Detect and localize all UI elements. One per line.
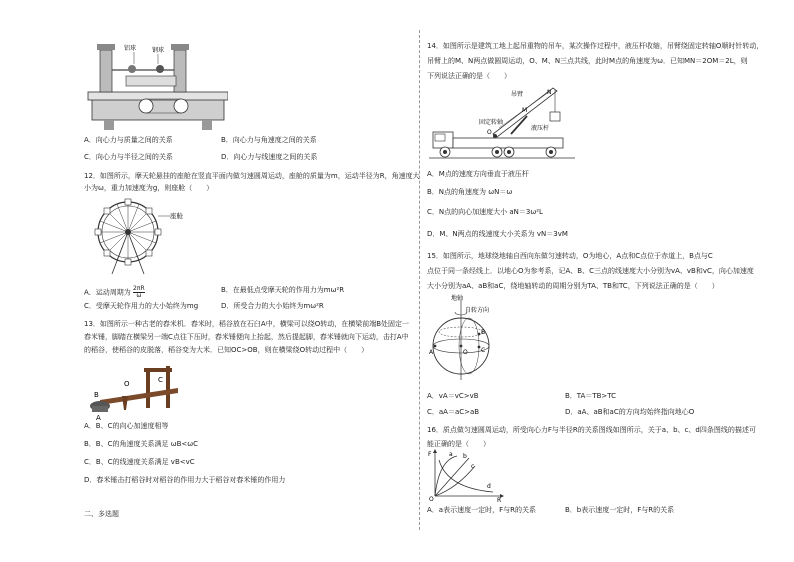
label-n: N [547,89,552,96]
q13-option-d[interactable]: D．舂米锤击打稻谷时对稻谷的作用力大于稻谷对舂米锤的作用力 [84,476,286,484]
label-o: O [487,129,492,136]
q16-option-a[interactable]: A．a表示速度一定时，F与R的关系 [427,506,536,514]
label-a: A [96,414,101,422]
q12-option-a-text: A．运动周期为 [84,288,131,297]
q14-stem-line2: 吊臂上的M、N两点做圆周运动，O、M、N三点共线，此时M点的角速度为ω．已知MN＝2OM＝2L，则 [427,57,748,65]
q14-option-b[interactable]: B．N点的角速度为 ωN＝ω [427,188,513,196]
q10-option-c[interactable]: C．向心力与半径之间的关系 [84,153,173,161]
q14-option-d[interactable]: D．M、N两点的线速度大小关系为 vN＝3vM [427,230,568,238]
centripetal-apparatus-figure [86,36,228,132]
q12-stem-line2: 小为ω，重力加速度为g，则座舱（ ） [84,184,214,192]
q15-option-a[interactable]: A．vA＝vC>vB [427,392,479,400]
q15-stem-line1: 15．如图所示，地球绕地轴自西向东做匀速转动，O为地心，A点和C点位于赤道上，B点与C [427,252,713,260]
q12-option-c[interactable]: C．受摩天轮作用力的大小始终为mg [84,302,199,310]
label-c: C [158,376,163,384]
label-r: R [497,497,502,502]
fraction-numerator: 2πR [133,285,145,292]
q16-stem-line2: 能正确的是（ ） [427,440,490,448]
fraction-denominator: ω [136,292,142,299]
q13-option-a[interactable]: A．B、C的向心加速度相等 [84,422,169,430]
q15-stem-line2: 点位于同一条经线上．以地心O为参考系，记A、B、C三点的线速度大小分别为vA、vB和vC，向心加速度 [427,267,754,275]
q13-stem-line1: 13．如图所示一种古老的舂米机．舂米时，稻谷放在石臼A中，横梁可以绕O转动，在横梁前端B处固定一 [84,320,410,328]
force-radius-graph [427,448,507,502]
q12-option-a-fraction [133,286,145,299]
q12-option-b[interactable]: B．在最低点受摩天轮的作用力为mω²R [221,286,345,294]
label-b: B [481,329,486,336]
section-multiple-choice-heading: 二、多选题 [84,510,119,518]
q13-option-b[interactable]: B．B、C的角速度关系满足 ωB<ωC [84,440,198,448]
q10-option-d[interactable]: D．向心力与线速度之间的关系 [221,153,318,161]
q13-stem-line3: 的稻谷，使稻谷的皮脱落，稻谷变为大米．已知OC>OB，则在横梁绕O转动过程中（ ） [84,346,369,354]
q15-option-b[interactable]: B．TA＝TB>TC [565,392,617,400]
q15-stem-line3: 大小分别为aA、aB和aC，绕地轴转动的周期分别为TA、TB和TC，下列说法正确的是（ ） [427,282,719,290]
left-column [82,0,420,562]
label-c: C [481,347,486,354]
label-m: M [522,107,528,114]
q12-option-d[interactable]: D．所受合力的大小始终为mω²R [221,302,324,310]
label-boom: 吊臂 [511,91,524,98]
crane-truck-figure [427,82,577,164]
q12-option-a[interactable] [84,286,145,299]
earth-rotation-figure [425,294,505,382]
label-pivot: 固定转轴 [479,119,504,126]
label-f: F [428,451,432,458]
q10-option-a[interactable]: A．向心力与质量之间的关系 [84,136,173,144]
label-c: c [471,463,475,470]
rice-pounder-figure [86,360,186,422]
label-o: O [429,496,434,502]
q15-option-c[interactable]: C．aA＝aC>aB [427,408,480,416]
q15-option-d[interactable]: D．aA、aB和aC的方向均始终指向地心O [565,408,695,416]
label-o: O [463,349,468,356]
q16-option-b[interactable]: B．b表示速度一定时，F与R的关系 [565,506,675,514]
label-hydraulic-rod: 液压杆 [531,125,550,132]
label-rotation-direction: 自转方向 [465,307,490,314]
label-b: B [94,391,99,399]
q10-option-b[interactable]: B．向心力与角速度之间的关系 [221,136,317,144]
label-earth-axis: 地轴 [451,295,464,302]
q14-stem-line3: 下列说法正确的是（ ） [427,72,511,80]
label-a: a [449,451,453,458]
label-b: b [463,453,467,460]
right-column [425,0,770,562]
q12-stem-line1: 12．如图所示，摩天轮悬挂的座舱在竖直平面内做匀速圆周运动，座舱的质量为m，运动半径为R，角速度大 [84,172,420,180]
q14-option-a[interactable]: A．M点的速度方向垂直于液压杆 [427,170,529,178]
q13-stem-line2: 舂米锤，脚踏在横梁另一端C点往下压时，舂米锤便向上抬起，然后提起脚，舂米锤就向下运动，击打A中 [84,333,409,341]
q14-option-c[interactable]: C．N点的向心加速度大小 aN＝3ω²L [427,208,543,216]
label-d: d [487,483,491,490]
q13-option-c[interactable]: C．B、C的线速度关系满足 vB<vC [84,458,195,466]
q16-stem-line1: 16．质点做匀速圆周运动，所受向心力F与半径R的关系图线如图所示，关于a、b、c、d四条图线的描述可 [427,426,756,434]
ferris-wheel-figure [88,196,188,276]
label-o: O [124,380,130,388]
column-divider [419,30,420,530]
label-cabin: 座舱 [170,212,183,220]
label-steel-ball: 钢球 [152,47,165,54]
label-aluminum-ball: 铝球 [124,45,137,52]
q14-stem-line1: 14．如图所示是建筑工地上起吊重物的吊车，某次操作过程中，液压杆收缩，吊臂绕固定转轴O顺时针转动， [427,42,764,50]
label-a: A [429,349,434,356]
